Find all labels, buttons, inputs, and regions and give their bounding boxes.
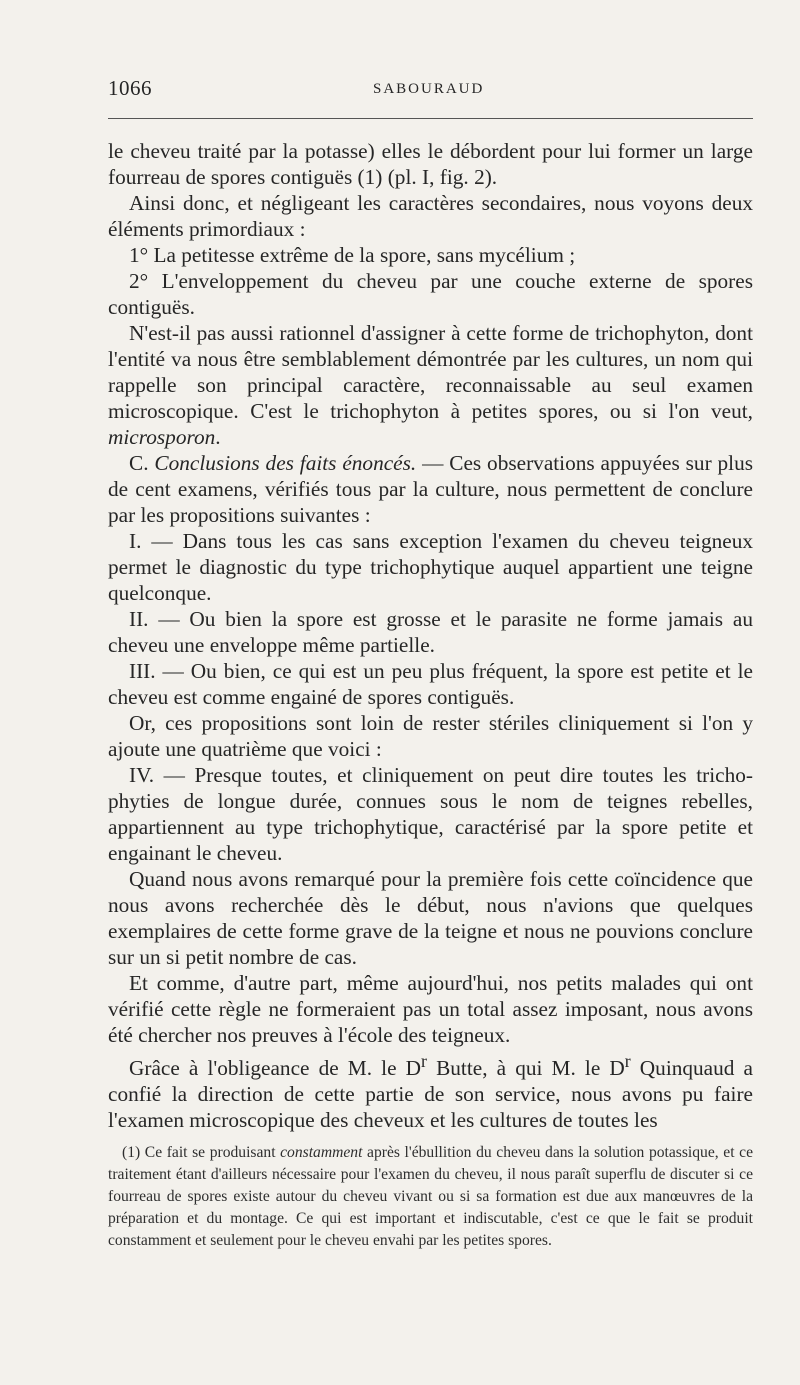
proposition: I. — Dans tous les cas sans exception l'examen du cheveu teigneux permet le diagnostic du type trichophytique auquel appartient une teigne quelconque. bbox=[108, 529, 753, 605]
paragraph: Quand nous avons remarqué pour la première fois cette coïncidence que nous avons recherchée dès le début, nous n'avions que quelques exemplaires de cette forme grave de la teigne et nous ne pouvions conclure sur un si petit nombre de cas. bbox=[108, 867, 753, 969]
paragraph-text: Grâce à l'obligeance de M. le D bbox=[129, 1056, 422, 1081]
footnote-block bbox=[108, 1142, 753, 1252]
proposition: III. — Ou bien, ce qui est un peu plus fréquent, la spore est petite et le cheveu est comme engainé de spores contiguës. bbox=[108, 659, 753, 709]
paragraph: 1° La petitesse extrême de la spore, sans mycélium ; bbox=[129, 243, 576, 267]
superscript: r bbox=[421, 1051, 427, 1071]
italic-term: microsporon bbox=[108, 425, 216, 449]
paragraph: le cheveu traité par la potasse) elles le débordent pour lui former un large fourreau de spores contiguës (1) (pl. I, fig. 2). bbox=[108, 139, 753, 189]
section-letter: C. bbox=[129, 451, 155, 475]
paragraph-text: — Ces observations appuyées sur plus de cent examens, vérifiés tous par la culture, nous permettent de conclure par les propositions suivantes : bbox=[108, 451, 754, 527]
footnote-text: (1) Ce fait se produisant bbox=[122, 1144, 281, 1161]
footnote bbox=[108, 1142, 753, 1252]
running-head: SABOURAUD bbox=[373, 81, 485, 97]
paragraph bbox=[108, 320, 753, 450]
body-text bbox=[108, 138, 753, 1133]
superscript: r bbox=[624, 1051, 631, 1071]
paragraph-text: Quinquaud a confié la direction de cette partie de son service, nous avons pu faire l'examen microscopique des cheveux et les cultures de toutes les bbox=[108, 1056, 753, 1133]
paragraph bbox=[108, 1048, 753, 1133]
paragraph: Ainsi donc, et négligeant les caractères secondaires, nous voyons deux éléments primordiaux : bbox=[108, 191, 753, 241]
proposition: IV. — Presque toutes, et cliniquement on peut dire toutes les tricho-phyties de longue durée, connues sous le nom de teignes rebelles, appartiennent au type trichophytique, caractérisé par la spore petite et engainant le cheveu. bbox=[108, 763, 753, 865]
paragraph-text: . bbox=[215, 425, 221, 449]
paragraph-text: Butte, à qui M. le D bbox=[426, 1056, 625, 1081]
page-header bbox=[108, 76, 753, 106]
paragraph: 2° L'enveloppement du cheveu par une couche externe de spores contiguës. bbox=[108, 269, 753, 319]
proposition: II. — Ou bien la spore est grosse et le parasite ne forme jamais au cheveu une enveloppe même partielle. bbox=[108, 607, 753, 657]
page-number: 1066 bbox=[108, 76, 152, 100]
paragraph-text: N'est-il pas aussi rationnel d'assigner à cette forme de trichophyton, dont l'entité va nous être semblablement démontrée par les cultures, un nom qui rappelle son principal caractère, reconnaissable au seul examen microscopique. C'est le trichophyton à petites spores, ou si l'on veut, bbox=[108, 321, 753, 423]
paragraph: Et comme, d'autre part, même aujourd'hui, nos petits malades qui ont vérifié cette règle ne formeraient pas un total assez imposant, nous avons été chercher nos preuves à l'école des teigneux. bbox=[108, 971, 753, 1047]
footnote-italic: constamment bbox=[280, 1144, 363, 1161]
section-heading-paragraph bbox=[108, 450, 753, 528]
section-title: Conclusions des faits énoncés. bbox=[154, 451, 417, 475]
header-rule bbox=[108, 118, 753, 119]
footnote-text: après l'ébullition du cheveu dans la solution potassique, et ce traitement étant d'ailleurs nécessaire pour l'examen du cheveu, il nous paraît superflu de discuter si ce fourreau de spores existe autour du cheveu vivant ou si sa formation est due aux manœuvres de la préparation et du montage. Ce qui est important et indiscutable, c'est ce que le fait se produit constamment et seulement pour le cheveu envahi par les petites spores. bbox=[108, 1144, 753, 1249]
paragraph: Or, ces propositions sont loin de rester stériles cliniquement si l'on y ajoute une quatrième que voici : bbox=[108, 711, 753, 761]
